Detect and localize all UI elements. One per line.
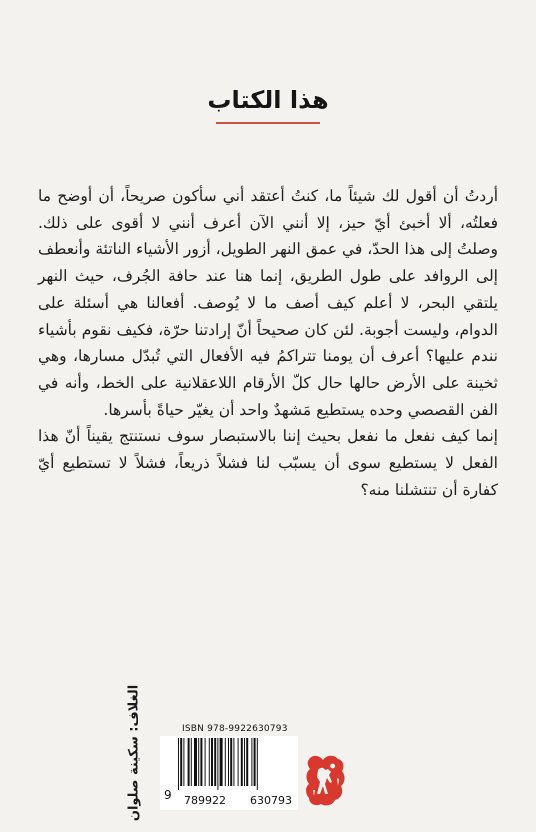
cover-credit: [118, 684, 150, 822]
barcode-group-1: 789922: [184, 794, 226, 807]
blurb-paragraph-1: أردتُ أن أقول لك شيئاً ما، كنتُ أعتقد أني سأكون صريحاً، أن أوضح ما فعلتُه، ألا أخبئ أيّ حيز، إلا أنني الآن أعرف أنني لا أقوى على ذلك. وصلتُ إلى هذا الحدّ، في عمق النهر الطويل، أزور الأشياء الناتئة وأنعطف إلى الروافد على طول الطريق، إنما هنا عند حافة الجُرف، حيث النهر يلتقي البحر، لا أعلم كيف أصف ما لا يُوصف. أفعالنا هي أسئلة على الدوام، وليست أجوبة. لئن كان صحيحاً أنّ إرادتنا حرّة، فكيف نقوم بأشياء نندم عليها؟ أعرف أن يومنا تتراكمُ فيه الأفعال التي تُبدّل مسارها، وهي ثخينة على الأرض حالها حال كلّ الأرقام اللاعقلانية على الخط، وأنه في الفن القصصي وحده يستطيع مَشهدٌ واحد أن يغيّر حياةً بأسرها.: [38, 187, 498, 419]
blurb-text: [38, 183, 498, 503]
barcode-group-2: 630793: [250, 794, 292, 807]
barcode: [160, 736, 298, 810]
barcode-digits: [184, 794, 292, 807]
barcode-icon: [178, 738, 290, 790]
barcode-first-digit: 9: [164, 788, 172, 802]
page-title: هذا الكتاب: [207, 86, 329, 114]
cover-credit-label: الغلاف: سكينة صلوان: [126, 684, 142, 822]
isbn-label: ISBN 978-9922630793: [182, 724, 288, 734]
blurb-paragraph-2: إنما كيف نفعل ما نفعل بحيث إننا بالاستبصار سوف نستنتج يقيناً أنّ هذا الفعل لا يستطيع سوى أن يسبّب لنا فشلاً ذريعاً، فشلاً لا تستطيع أيّ كفارة أن تنتشلنا منه؟: [38, 427, 498, 499]
title-underline: [216, 122, 320, 124]
publisher-logo-icon: [304, 752, 348, 808]
